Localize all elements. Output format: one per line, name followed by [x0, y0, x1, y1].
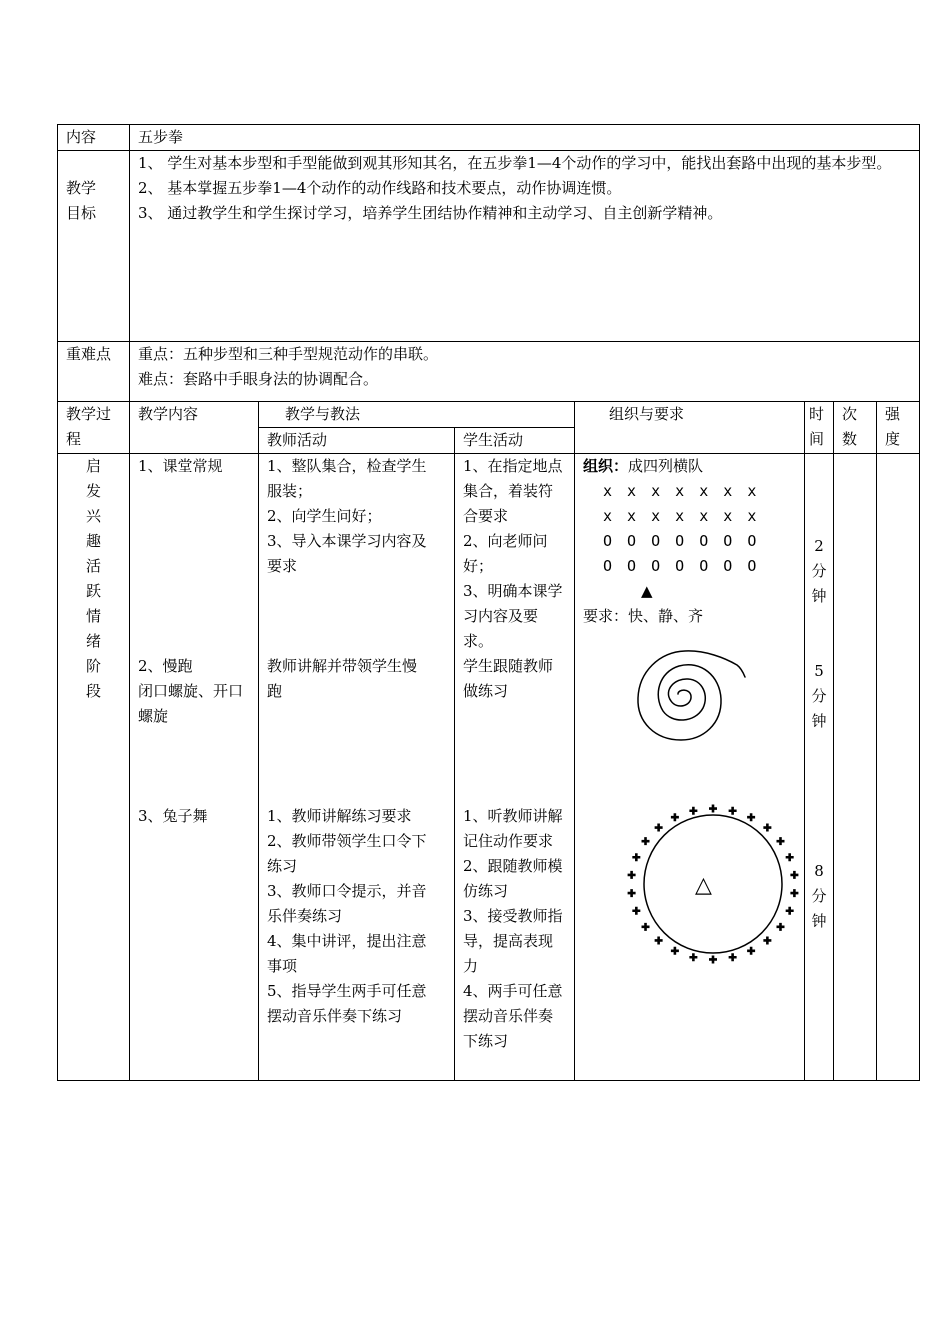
content-line: 1、课堂常规 — [138, 457, 223, 475]
organization-label: 组织： — [583, 457, 629, 475]
student-line: 仿练习 — [463, 882, 509, 900]
content-line: 闭口螺旋、开口 — [138, 682, 244, 700]
student-plus-mark — [655, 936, 663, 944]
student-line: 好； — [463, 557, 494, 575]
key-label: 重难点 — [58, 342, 130, 402]
process-header-line: 程 — [66, 430, 82, 448]
organization-column — [575, 454, 805, 1081]
student-plus-mark — [642, 923, 650, 931]
org-header: 组织与要求 — [575, 402, 805, 454]
time-line: 分 — [811, 562, 827, 580]
teacher-line: 服装； — [267, 482, 313, 500]
process-header-line: 教学过 — [66, 405, 112, 423]
student-line: 合要求 — [463, 507, 509, 525]
student-line: 习内容及要 — [463, 607, 539, 625]
student-plus-mark — [790, 871, 798, 879]
teacher-header: 教师活动 — [259, 428, 455, 454]
process-header — [58, 402, 130, 454]
stage-char: 段 — [85, 682, 101, 700]
student-line: 求。 — [463, 632, 494, 650]
teacher-line: 2、向学生问好； — [267, 507, 382, 525]
student-plus-mark — [729, 953, 737, 961]
goal-label — [58, 151, 130, 342]
circle-formation-diagram — [575, 800, 805, 970]
student-marks — [628, 805, 799, 964]
student-plus-mark — [776, 837, 784, 845]
section-content — [138, 654, 252, 729]
intensity-header-line: 强 — [885, 405, 901, 423]
student-plus-mark — [747, 813, 755, 821]
stage-char: 活 — [85, 557, 101, 575]
teacher-activity — [267, 454, 448, 579]
formation-row: O O O O O O O — [603, 532, 760, 550]
student-header: 学生活动 — [455, 428, 575, 454]
formation-block — [583, 454, 798, 629]
student-line: 集合，着装符 — [463, 482, 554, 500]
time-value — [805, 859, 833, 934]
teacher-line: 事项 — [267, 957, 298, 975]
teacher-line: 3、导入本课学习内容及 — [267, 532, 427, 550]
student-line: 记住动作要求 — [463, 832, 554, 850]
student-plus-mark — [729, 807, 737, 815]
student-plus-mark — [709, 955, 717, 963]
time-column — [805, 454, 834, 1081]
formation-row: x x x x x x x — [603, 482, 760, 500]
count-header — [834, 402, 877, 454]
content-label: 内容 — [58, 125, 130, 151]
student-line: 做练习 — [463, 682, 509, 700]
time-line: 5 — [814, 662, 824, 680]
student-plus-mark — [763, 824, 771, 832]
stage-char: 趣 — [85, 532, 101, 550]
teacher-line: 乐伴奏练习 — [267, 907, 343, 925]
student-plus-mark — [632, 907, 640, 915]
teacher-line: 5、指导学生两手可任意 — [267, 982, 427, 1000]
teacher-line: 跑 — [267, 682, 283, 700]
student-line: 1、听教师讲解 — [463, 807, 563, 825]
student-line: 3、接受教师指 — [463, 907, 563, 925]
student-line: 摆动音乐伴奏 — [463, 1007, 554, 1025]
stage-cell — [58, 454, 130, 1081]
teacher-activity — [267, 804, 448, 1029]
teacher-line: 1、教师讲解练习要求 — [267, 807, 412, 825]
student-line: 2、向老师问 — [463, 532, 548, 550]
time-line: 钟 — [811, 912, 827, 930]
teacher-activity — [267, 654, 448, 704]
teacher-marker: ▲ — [641, 582, 653, 600]
goals-cell — [130, 151, 920, 342]
student-line: 4、两手可任意 — [463, 982, 563, 1000]
key-points-cell — [130, 342, 920, 402]
stage-char: 发 — [85, 482, 101, 500]
time-value — [805, 534, 833, 609]
teacher-line: 1、整队集合，检查学生 — [267, 457, 427, 475]
goal-label-line: 教学 — [66, 179, 97, 197]
teacher-line: 3、教师口令提示，并音 — [267, 882, 427, 900]
goals-list — [138, 151, 911, 226]
method-header: 教学与教法 — [259, 402, 575, 428]
teacher-triangle-icon: △ — [695, 873, 712, 898]
content-header: 教学内容 — [130, 402, 259, 454]
formation-circle — [644, 815, 782, 953]
goal-item: 2、 基本掌握五步拳1—4个动作的动作线路和技术要点，动作协调连惯。 — [138, 179, 622, 197]
count-header-line: 数 — [842, 430, 858, 448]
content-column — [130, 454, 259, 1081]
teacher-line: 2、教师带领学生口令下 — [267, 832, 427, 850]
content-line: 3、兔子舞 — [138, 807, 208, 825]
student-activity — [463, 654, 568, 704]
student-line: 下练习 — [463, 1032, 509, 1050]
student-plus-mark — [628, 871, 636, 879]
section-content — [138, 454, 252, 479]
intensity-header — [877, 402, 920, 454]
teacher-line: 教师讲解并带领学生慢 — [267, 657, 418, 675]
count-column — [834, 454, 877, 1081]
student-activity — [463, 804, 568, 1054]
teacher-line: 摆动音乐伴奏下练习 — [267, 1007, 403, 1025]
time-line: 分 — [811, 687, 827, 705]
difficult-point: 难点：套路中手眼身法的协调配合。 — [138, 370, 379, 388]
content-line: 螺旋 — [138, 707, 169, 725]
key-point: 重点：五种步型和三种手型规范动作的串联。 — [138, 345, 439, 363]
formation-row: x x x x x x x — [603, 507, 760, 525]
content-value: 五步拳 — [130, 125, 920, 151]
student-plus-mark — [709, 805, 717, 813]
teacher-column — [259, 454, 455, 1081]
goal-label-line: 目标 — [66, 204, 97, 222]
intensity-column — [877, 454, 920, 1081]
student-line: 3、明确本课学 — [463, 582, 563, 600]
student-line: 1、在指定地点 — [463, 457, 563, 475]
student-activity — [463, 454, 568, 654]
student-line: 导，提高表现 — [463, 932, 554, 950]
goal-item: 1、 学生对基本步型和手型能做到观其形知其名，在五步拳1—4个动作的学习中，能找出套路中出现的基本步型。 — [138, 154, 892, 172]
student-plus-mark — [747, 947, 755, 955]
goal-item: 3、 通过教学生和学生探讨学习，培养学生团结协作精神和主动学习、自主创新学精神。 — [138, 204, 723, 222]
student-plus-mark — [776, 923, 784, 931]
time-header-line: 时 — [809, 405, 825, 423]
time-line: 8 — [814, 862, 824, 880]
count-header-line: 次 — [842, 405, 858, 423]
lesson-plan-table — [57, 124, 920, 1081]
time-value — [805, 659, 833, 734]
student-plus-mark — [628, 889, 636, 897]
intensity-header-line: 度 — [885, 430, 901, 448]
stage-char: 启 — [85, 457, 101, 475]
student-line: 2、跟随教师模 — [463, 857, 563, 875]
time-line: 钟 — [811, 587, 827, 605]
requirement-text: 要求：快、静、齐 — [583, 607, 704, 625]
student-plus-mark — [689, 807, 697, 815]
formation-text: 成四列横队 — [628, 457, 704, 475]
student-line: 力 — [463, 957, 479, 975]
student-plus-mark — [790, 889, 798, 897]
student-plus-mark — [786, 853, 794, 861]
stage-char: 跃 — [85, 582, 101, 600]
section-content — [138, 804, 252, 829]
stage-char: 情 — [85, 607, 101, 625]
time-header — [805, 402, 834, 454]
student-plus-mark — [689, 953, 697, 961]
student-plus-mark — [655, 824, 663, 832]
formation-row: O O O O O O O — [603, 557, 760, 575]
student-column — [455, 454, 575, 1081]
teacher-line: 练习 — [267, 857, 298, 875]
teacher-line: 要求 — [267, 557, 298, 575]
student-plus-mark — [671, 947, 679, 955]
time-line: 分 — [811, 887, 827, 905]
teacher-line: 4、集中讲评，提出注意 — [267, 932, 427, 950]
spiral-diagram — [575, 644, 805, 754]
student-plus-mark — [763, 936, 771, 944]
content-line: 2、慢跑 — [138, 657, 193, 675]
student-line: 学生跟随教师 — [463, 657, 554, 675]
student-plus-mark — [671, 813, 679, 821]
time-header-line: 间 — [809, 430, 825, 448]
time-line: 2 — [814, 537, 824, 555]
student-plus-mark — [642, 837, 650, 845]
time-line: 钟 — [811, 712, 827, 730]
stage-char: 绪 — [85, 632, 101, 650]
stage-char: 阶 — [85, 657, 101, 675]
student-plus-mark — [632, 853, 640, 861]
student-plus-mark — [786, 907, 794, 915]
stage-char: 兴 — [85, 507, 101, 525]
